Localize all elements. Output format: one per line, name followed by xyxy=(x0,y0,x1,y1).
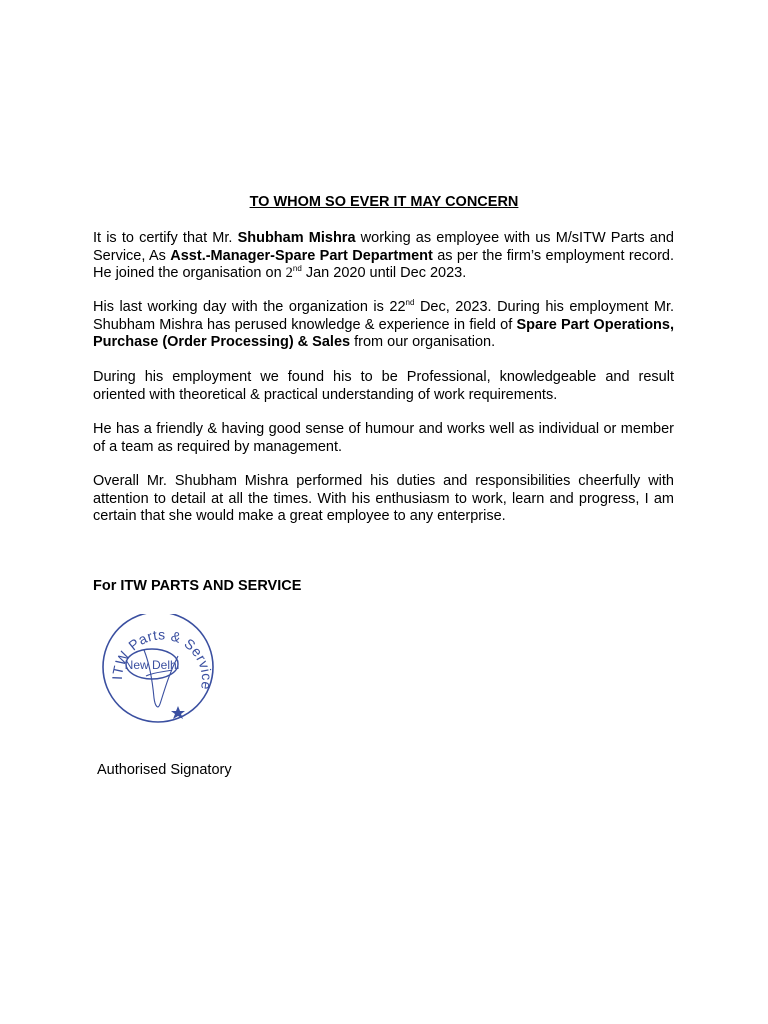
stamp-center-text: New Delhi xyxy=(124,658,180,672)
p2-text-2: Dec, 2023. During his employment Mr. Shubham Mishra has perused knowledge & experience in field of xyxy=(93,299,674,333)
last-day-suffix: nd xyxy=(405,298,415,308)
employee-designation: Asst.-Manager-Spare Part Department xyxy=(170,247,433,264)
p2-text-1: His last working day with the organization is 22 xyxy=(93,299,406,315)
p1-text-3: as per the firm’s employment record. He joined the organisation on xyxy=(93,247,674,281)
paragraph-teamwork: He has a friendly & having good sense of humour and works well as individual or member of a team as required by management. xyxy=(93,421,674,455)
company-line: For ITW PARTS AND SERVICE xyxy=(93,578,302,594)
signatory-label: Authorised Signatory xyxy=(97,762,232,778)
p2-text-3: from our organisation. xyxy=(350,334,496,350)
stamp-star xyxy=(171,706,185,719)
paragraph-last-working-day xyxy=(93,299,674,352)
paragraph-professionalism: During his employment we found his to be Professional, knowledgeable and result oriented with theoretical & practical understanding of work requirements. xyxy=(93,369,674,403)
employee-name: Shubham Mishra xyxy=(237,230,356,246)
document-title: TO WHOM SO EVER IT MAY CONCERN xyxy=(249,194,519,210)
p1-text-2: working as employee with us M/sITW Parts and Service, As xyxy=(93,230,674,264)
company-stamp xyxy=(96,614,220,726)
p1-text-1: It is to certify that Mr. xyxy=(93,230,238,246)
stamp-ring-text: ITW Parts & Service xyxy=(108,626,216,692)
paragraph-certification xyxy=(93,230,674,283)
experience-fields: Spare Part Operations, Purchase (Order Processing) & Sales xyxy=(93,316,675,350)
join-day-suffix: nd xyxy=(292,264,302,274)
join-day: 2 xyxy=(285,265,293,281)
p1-text-4: Jan 2020 until Dec 2023. xyxy=(301,265,467,281)
paragraph-overall: Overall Mr. Shubham Mishra performed his duties and responsibilities cheerfully with attention to detail at all the times. With his enthusiasm to work, learn and progress, I am certain that she would make a great employee to any enterprise. xyxy=(93,473,674,524)
